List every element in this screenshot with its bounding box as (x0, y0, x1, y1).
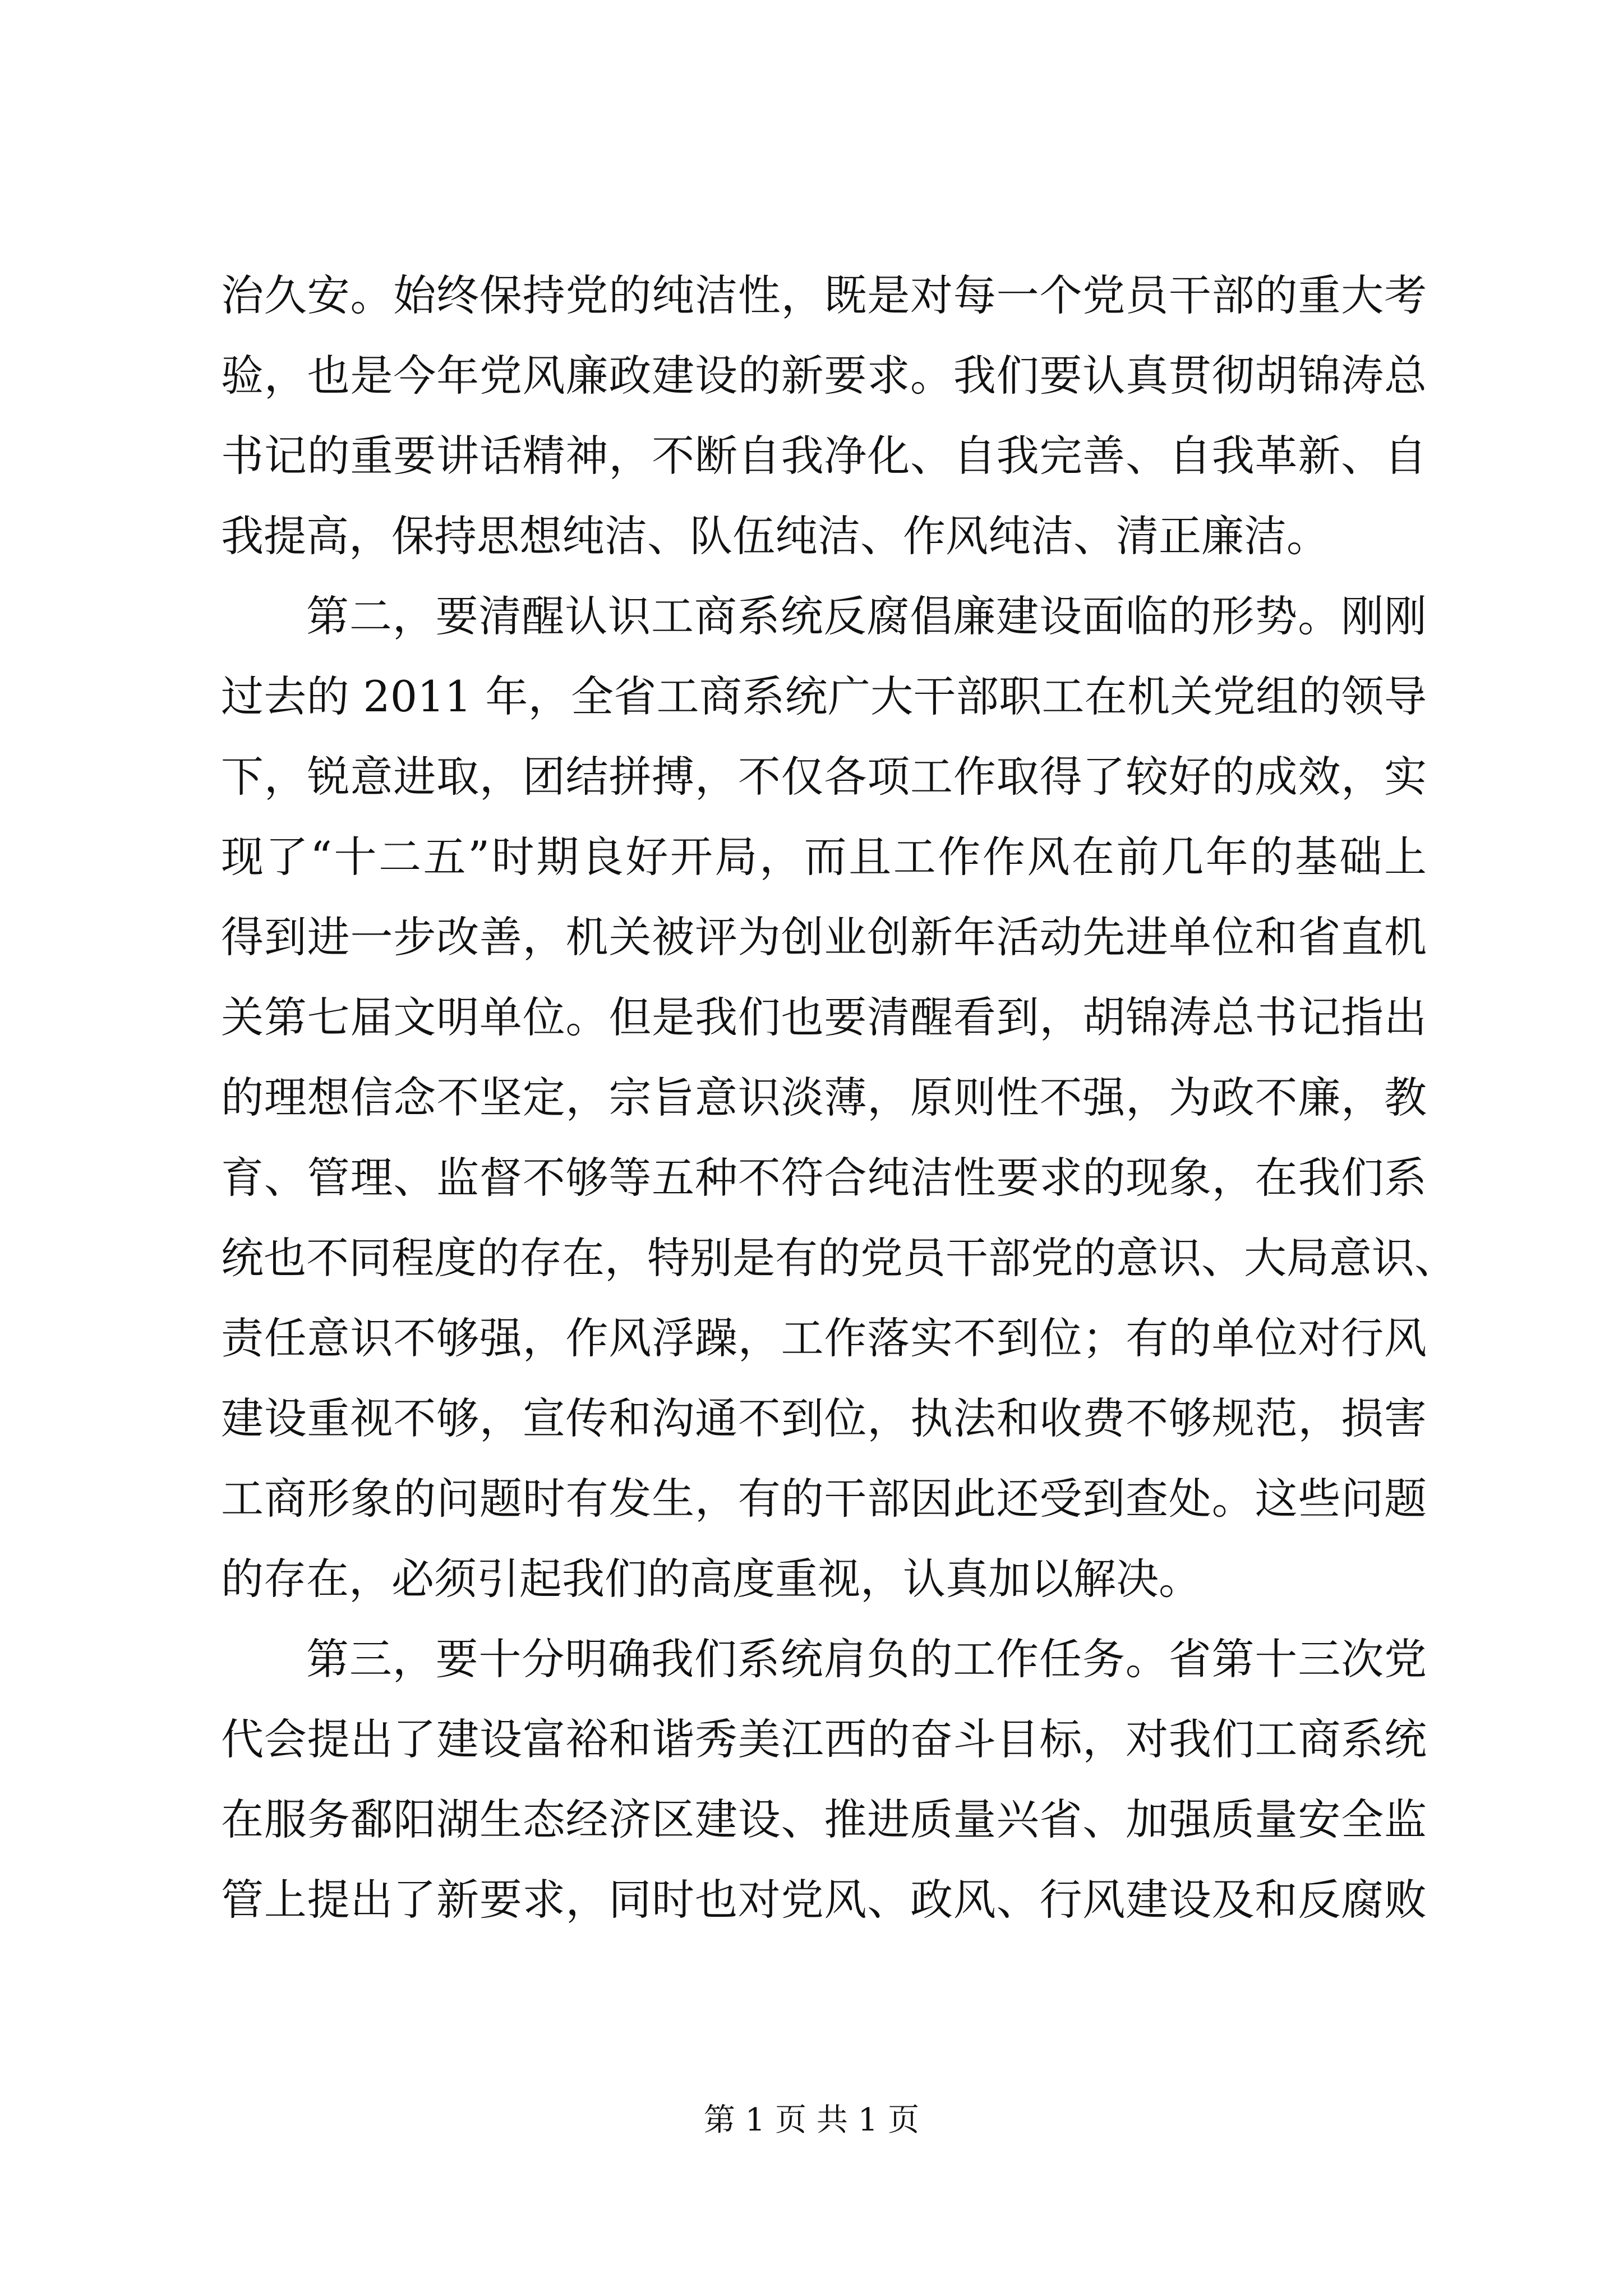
text-line: 在服务鄱阳湖生态经济区建设、推进质量兴省、加强质量安全监 (221, 1795, 1427, 1844)
text-line: 育、管理、监督不够等五种不符合纯洁性要求的现象，在我们系 (221, 1153, 1427, 1203)
text-line: 得到进一步改善，机关被评为创业创新年活动先进单位和省直机 (221, 912, 1427, 962)
text-line: 责任意识不够强，作风浮躁，工作落实不到位；有的单位对行风 (221, 1313, 1427, 1363)
text-line: 的理想信念不坚定，宗旨意识淡薄，原则性不强，为政不廉，教 (221, 1073, 1427, 1122)
text-line: 我提高，保持思想纯洁、队伍纯洁、作风纯洁、清正廉洁。 (221, 511, 1329, 561)
text-line: 的存在，必须引起我们的高度重视，认真加以解决。 (221, 1554, 1201, 1604)
text-line: 书记的重要讲话精神，不断自我净化、自我完善、自我革新、自 (221, 431, 1427, 481)
document-body (221, 255, 1457, 1940)
text-line: 现了“十二五”时期良好开局，而且工作作风在前几年的基础上 (221, 832, 1427, 882)
text-line: 治久安。始终保持党的纯洁性，既是对每一个党员干部的重大考 (221, 270, 1427, 320)
text-line: 第三，要十分明确我们系统肩负的工作任务。省第十三次党 (306, 1634, 1427, 1684)
text-line: 管上提出了新要求，同时也对党风、政风、行风建设及和反腐败 (221, 1875, 1427, 1925)
text-line: 工商形象的问题时有发生，有的干部因此还受到查处。这些问题 (221, 1474, 1427, 1524)
text-line: 代会提出了建设富裕和谐秀美江西的奋斗目标，对我们工商系统 (221, 1714, 1427, 1764)
text-line: 第二，要清醒认识工商系统反腐倡廉建设面临的形势。刚刚 (306, 591, 1427, 641)
text-line: 验，也是今年党风廉政建设的新要求。我们要认真贯彻胡锦涛总 (221, 351, 1427, 401)
text-line: 建设重视不够，宣传和沟通不到位，执法和收费不够规范，损害 (221, 1393, 1427, 1443)
text-line: 统也不同程度的存在，特别是有的党员干部党的意识、大局意识、 (221, 1233, 1457, 1283)
text-line: 关第七届文明单位。但是我们也要清醒看到，胡锦涛总书记指出 (221, 992, 1427, 1042)
text-line: 过去的 2011 年，全省工商系统广大干部职工在机关党组的领导 (221, 671, 1427, 721)
text-line: 下，锐意进取，团结拼搏，不仅各项工作取得了较好的成效，实 (221, 752, 1427, 802)
page-number-footer: 第 1 页 共 1 页 (703, 2102, 920, 2138)
